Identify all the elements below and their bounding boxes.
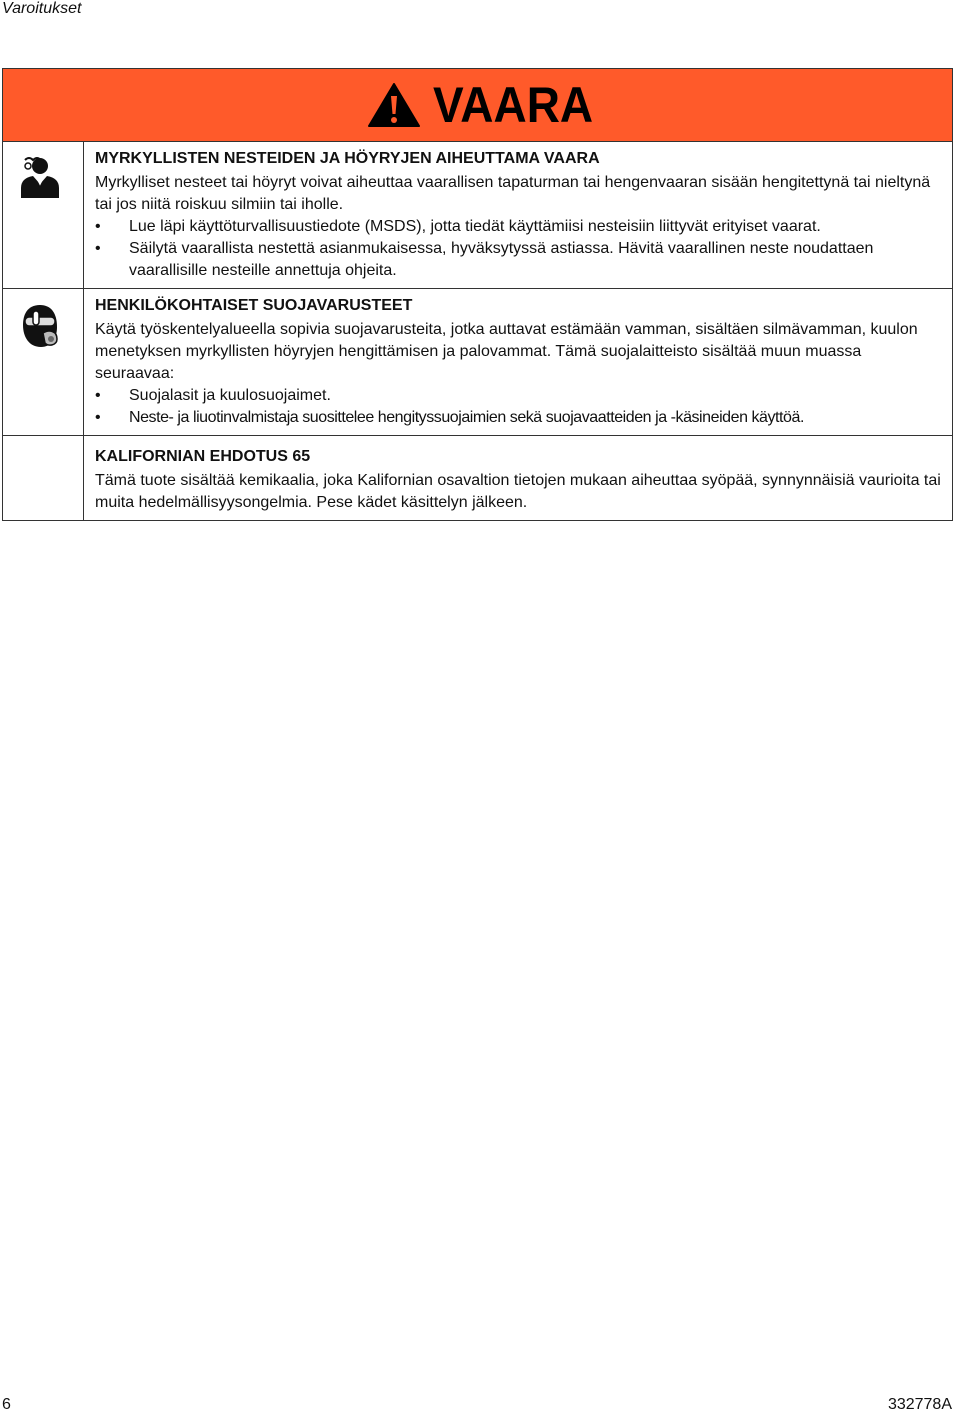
document-code: 332778A xyxy=(887,1396,952,1413)
section-body: Myrkylliset nesteet tai höyryt voivat aiheuttaa vaarallisen tapaturman tai hengenvaaran sisään hengitettynä tai nieltynä tai jos niitä roiskuu silmiin tai iholle. xyxy=(95,174,931,213)
bullet-list xyxy=(95,216,944,282)
page-header-section-label: Varoitukset xyxy=(2,0,82,17)
danger-banner xyxy=(3,69,952,142)
section-title: MYRKYLLISTEN NESTEIDEN JA HÖYRYJEN AIHEUTTAMA VAARA xyxy=(95,150,600,167)
bullet-item: • Neste- ja liuotinvalmistaja suosittelee hengityssuojaimien sekä suojavaatteiden ja -käsineiden käyttöä. xyxy=(95,407,944,429)
bullet-item: • Säilytä vaarallista nestettä asianmukaisessa, hyväksytyssä astiassa. Hävitä vaarallinen neste noudattaen vaarallisille nesteille annettuja ohjeita. xyxy=(95,238,944,282)
section-body: Käytä työskentelyalueella sopivia suojavarusteita, jotka auttavat estämään vamman, sisältäen silmävamman, kuulon menetyksen myrkyllisten höyryjen hengittämisen ja palovammat. Tämä suojalaitteisto sisältää muun muassa seuraavaa: xyxy=(95,321,918,382)
protective-gear-icon xyxy=(15,301,65,351)
protective-equipment-section xyxy=(3,288,952,435)
banner-title: VAARA xyxy=(433,77,594,133)
section-title: KALIFORNIAN EHDOTUS 65 xyxy=(95,448,311,465)
section-body: Tämä tuote sisältää kemikaalia, joka Kalifornian osavaltion tietojen mukaan aiheuttaa syöpää, synnynnäisiä vaurioita tai muita hedelmällisyysongelmia. Pese kädet käsittelyn jälkeen. xyxy=(95,472,941,511)
section-title: HENKILÖKOHTAISET SUOJAVARUSTEET xyxy=(95,297,413,314)
page-number: 6 xyxy=(2,1396,11,1413)
danger-warning-table xyxy=(2,68,953,521)
bullet-item: • Lue läpi käyttöturvallisuustiedote (MSDS), jotta tiedät käyttämiisi nesteisiin liittyvät erityiset vaarat. xyxy=(95,216,944,238)
toxic-fumes-icon xyxy=(15,154,65,204)
warning-triangle-icon xyxy=(367,82,421,128)
bullet-list xyxy=(95,385,944,429)
california-prop65-section xyxy=(3,435,952,520)
toxic-fluids-section xyxy=(3,142,952,288)
bullet-item: • Suojalasit ja kuulosuojaimet. xyxy=(95,385,944,407)
